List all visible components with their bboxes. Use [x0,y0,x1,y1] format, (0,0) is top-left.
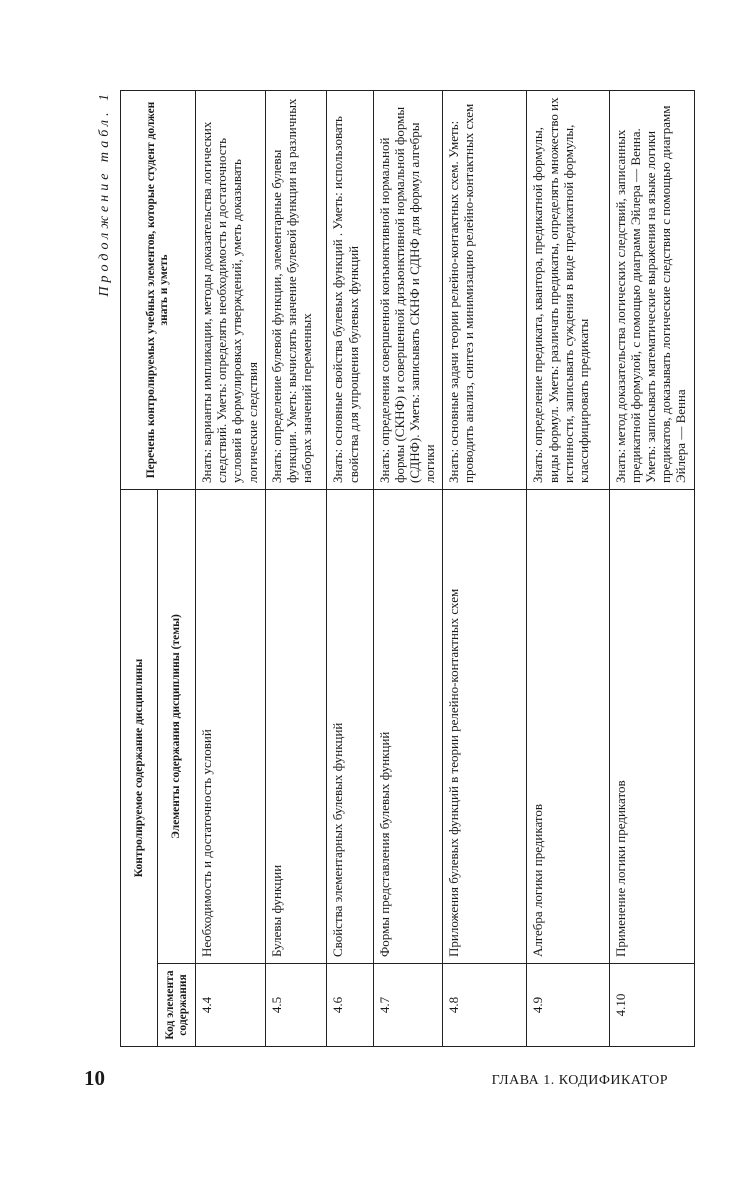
header-topic: Элементы содержания дисциплины (темы) [158,489,196,963]
row-requirements: Знать: основные задачи теории релейно-контактных схем. Уметь: проводить анализ, синтез и минимизацию релейно-контактных схем [443,91,527,490]
rotated-page [90,90,702,1047]
table-row [373,91,443,1047]
table-row [527,91,609,1047]
codifier-table [120,90,695,1047]
row-topic: Применение логики предикатов [609,489,694,963]
table-caption: Продолжение табл. 1 [97,90,112,297]
row-code: 4.10 [609,964,694,1047]
header-requirements: Перечень контролируемых учебных элементов, которые студент должен знать и уметь [121,91,196,490]
table-row [609,91,694,1047]
row-code: 4.8 [443,964,527,1047]
row-requirements: Знать: определения совершенной конъюнктивной нормальной формы (СКНФ) и совершенной дизъюнктивной нормальной формы (СДНФ). Уметь: записывать СКНФ и СДНФ для формул алгебры логики [373,91,443,490]
table-row [443,91,527,1047]
table-row [265,91,327,1047]
row-topic: Алгебра логики предикатов [527,489,609,963]
row-requirements: Знать: основные свойства булевых функций . Уметь: использовать свойства для упрощения булевых функций [327,91,373,490]
header-code: Код элемента содержания [158,964,196,1047]
row-topic: Необходимость и достаточность условий [196,489,266,963]
row-code: 4.4 [196,964,266,1047]
row-topic: Формы представления булевых функций [373,489,443,963]
header-controlled-content: Контролируемое содержание дисциплины [121,489,158,1046]
table-row [196,91,266,1047]
row-requirements: Знать: варианты импликации, методы доказательства логических следствий. Уметь: определять необходимость и достаточность условий в формулировках утверждений, уметь доказывать логические следствия [196,91,266,490]
row-requirements: Знать: определение булевой функции, элементарные булевы функции. Уметь: вычислять значение булевой функции на различных наборах значений переменных [265,91,327,490]
row-requirements: Знать: определение предиката, квантора, предикатной формулы, виды формул. Уметь: различать предикаты, определять множество их истинности, записывать суждения в виде предикатной формулы, классифицировать предикаты [527,91,609,490]
table-row [327,91,373,1047]
row-code: 4.6 [327,964,373,1047]
row-code: 4.9 [527,964,609,1047]
chapter-title: ГЛАВА 1. КОДИФИКАТОР [491,1073,668,1088]
row-code: 4.7 [373,964,443,1047]
row-topic: Приложения булевых функций в теории релейно-контактных схем [443,489,527,963]
row-topic: Свойства элементарных булевых функций [327,489,373,963]
row-topic: Булевы функции [265,489,327,963]
row-requirements: Знать: метод доказательства логических следствий, записанных предикатной формулой, с помощью диаграмм Эйлера — Венна. Уметь: записывать математические выражения на языке логики предикатов, доказывать логические следствия с помощью диаграмм Эйлера — Венна [609,91,694,490]
page-number: 10 [84,1066,105,1090]
row-code: 4.5 [265,964,327,1047]
